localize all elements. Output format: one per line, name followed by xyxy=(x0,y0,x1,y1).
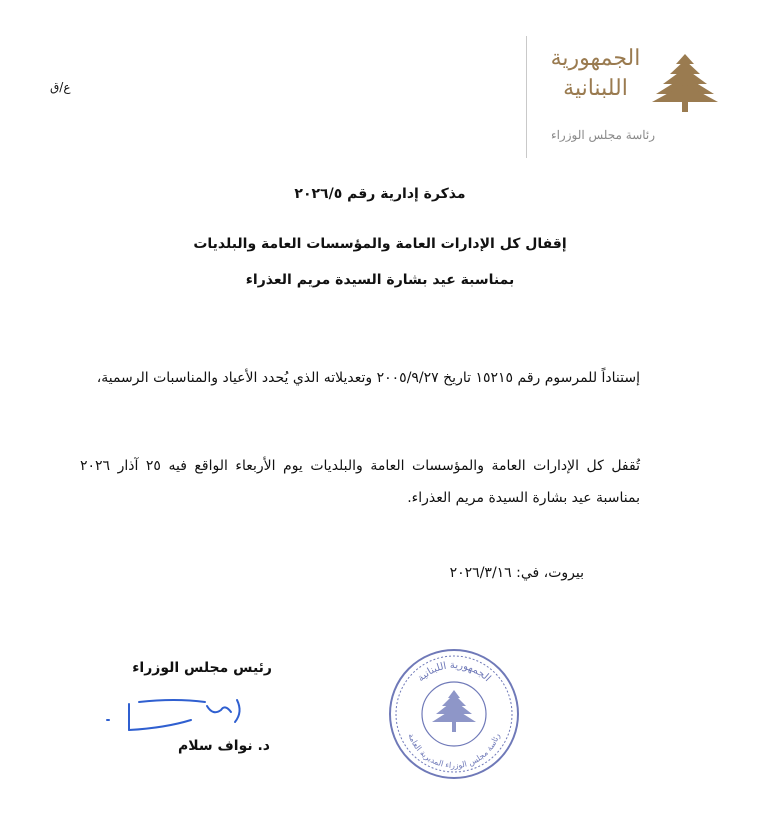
signatory-title: رئيس مجلس الوزراء xyxy=(132,660,272,676)
memo-title-line-2: بمناسبة عيد بشارة السيدة مريم العذراء xyxy=(245,272,515,288)
body-paragraph-1: إستناداً للمرسوم رقم ١٥٢١٥ تاريخ ٢٠٠٥/٩/٢٧ وتعديلاته الذي يُحدد الأعياد والمناسبات الرسمية، xyxy=(96,370,640,386)
body-paragraph-2: تُقفل كل الإدارات العامة والمؤسسات العامة والبلديات يوم الأربعاء الواقع فيه ٢٥ آذار ٢٠٢٦ بمناسبة عيد بشارة السيدة مريم العذراء. xyxy=(80,458,640,506)
seal-bottom-text: رئاسة مجلس الوزراء المديرية العامة xyxy=(406,732,502,771)
seal-cedar-icon xyxy=(432,690,476,732)
cedar-logo-icon xyxy=(650,52,720,114)
memo-title-line-1: إقفال كل الإدارات العامة والمؤسسات العامة والبلديات xyxy=(193,236,567,252)
handwritten-signature xyxy=(95,690,255,740)
header-divider xyxy=(526,36,527,158)
republic-title xyxy=(548,44,643,104)
reference-code: ع/ق xyxy=(50,80,71,94)
republic-line-1: الجمهورية xyxy=(550,46,641,71)
republic-line-2: اللبنانية xyxy=(563,76,628,101)
seal-top-text: الجمهورية اللبنانية xyxy=(415,659,493,685)
svg-text:الجمهورية اللبنانية xyxy=(416,660,493,684)
svg-text:رئاسة مجلس الوزراء المديرية ال xyxy=(406,732,501,770)
memo-number: مذكرة إدارية رقم ٢٠٢٦/٥ xyxy=(294,186,466,202)
date-line: بيروت، في: ٢٠٢٦/٣/١٦ xyxy=(449,565,584,581)
signatory-name: د. نواف سلام xyxy=(177,738,270,754)
official-seal xyxy=(386,646,522,782)
presidency-label: رئاسة مجلس الوزراء xyxy=(550,128,656,142)
